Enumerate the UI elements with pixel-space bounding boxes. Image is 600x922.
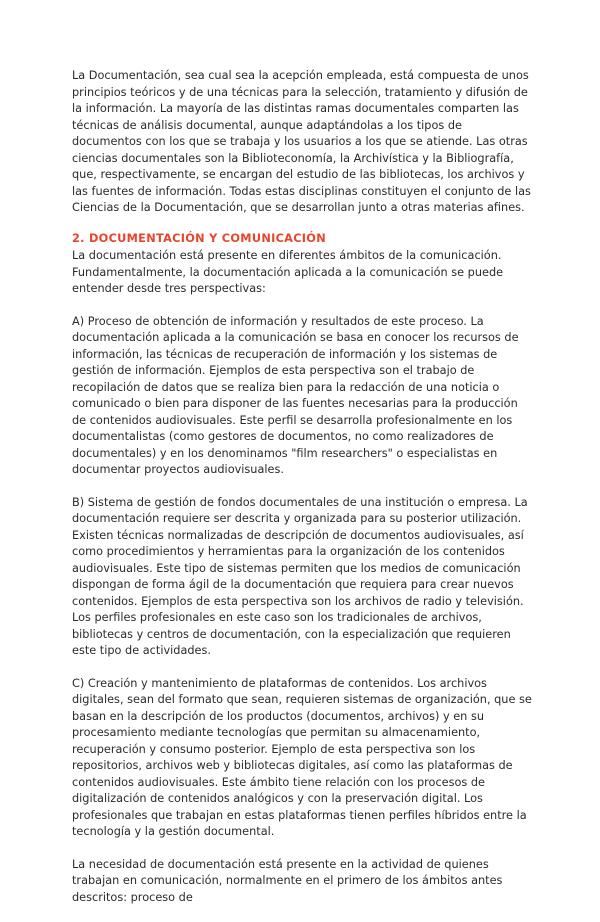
document-page [72, 68, 532, 922]
perspective-c-paragraph: C) Creación y mantenimiento de plataformas de contenidos. Los archivos digitales, sean del formato que sean, requieren sistemas de organización, que se basan en la descripción de los productos (documentos, archivos) y en su procesamiento mediante tecnologías que permitan su almacenamiento, recuperación y consumo posterior. Ejemplo de esta perspectiva son los repositorios, archivos web y bibliotecas digitales, así como las plataformas de contenidos audiovisuales. Este ámbito tiene relación con los procesos de digitalización de contenidos analógicos y con la preservación digital. Los profesionales que trabajan en estas plataformas tienen perfiles híbridos entre la tecnología y la gestión documental. [72, 676, 532, 838]
perspective-a-paragraph: A) Proceso de obtención de información y resultados de este proceso. La documentación aplicada a la comunicación se basa en conocer los recursos de información, las técnicas de recuperación de información y los sistemas de gestión de información. Ejemplos de esta perspectiva son el trabajo de recopilación de datos que se realiza bien para la redacción de una noticia o comunicado o bien para disponer de las fuentes necesarias para la producción de contenidos audiovisuales. Este perfil se desarrolla profesionalmente en los documentalistas (como gestores de documentos, no como realizadores de documentales) y en los denominamos "film researchers" o especialistas en documentar proyectos audiovisuales. [72, 314, 519, 476]
closing-paragraph: La necesidad de documentación está presente en la actividad de quienes trabajan en comunicación, normalmente en el primero de los ámbitos antes descritos: proceso de [72, 857, 503, 904]
section-heading: 2. DOCUMENTACIÓN Y COMUNICACIÓN [72, 231, 326, 245]
intro-paragraph: La Documentación, sea cual sea la acepción empleada, está compuesta de unos principios teóricos y de una técnicas para la selección, tratamiento y difusión de la información. La mayoría de las distintas ramas documentales comparten las técnicas de análisis documental, aunque adaptándolas a los tipos de documentos con los que se trabaja y los usuarios a los que se atiende. Las otras ciencias documentales son la Biblioteconomía, la Archivística y la Bibliografía, que, respectivamente, se encargan del estudio de las bibliotecas, los archivos y las fuentes de información. Todas estas disciplinas constituyen el conjunto de las Ciencias de la Documentación, que se desarrollan junto a otras materias afines. [72, 69, 531, 214]
perspective-b-paragraph: B) Sistema de gestión de fondos documentales de una institución o empresa. La documentación requiere ser descrita y organizada para su posterior utilización. Existen técnicas normalizadas de descripción de documentos audiovisuales, así como procedimientos y herramientas para la organización de los contenidos audiovisuales. Este tipo de sistemas permiten que los medios de comunicación dispongan de forma ágil de la documentación que requiera para crear nuevos contenidos. Ejemplos de esta perspectiva son los archivos de radio y televisión. Los perfiles profesionales en este caso son los tradicionales de archivos, bibliotecas y centros de documentación, con la especialización que requieren este tipo de actividades. [72, 495, 528, 657]
section-intro-paragraph: La documentación está presente en diferentes ámbitos de la comunicación. Fundamentalmente, la documentación aplicada a la comunicación se puede entender desde tres perspectivas: [72, 249, 504, 295]
